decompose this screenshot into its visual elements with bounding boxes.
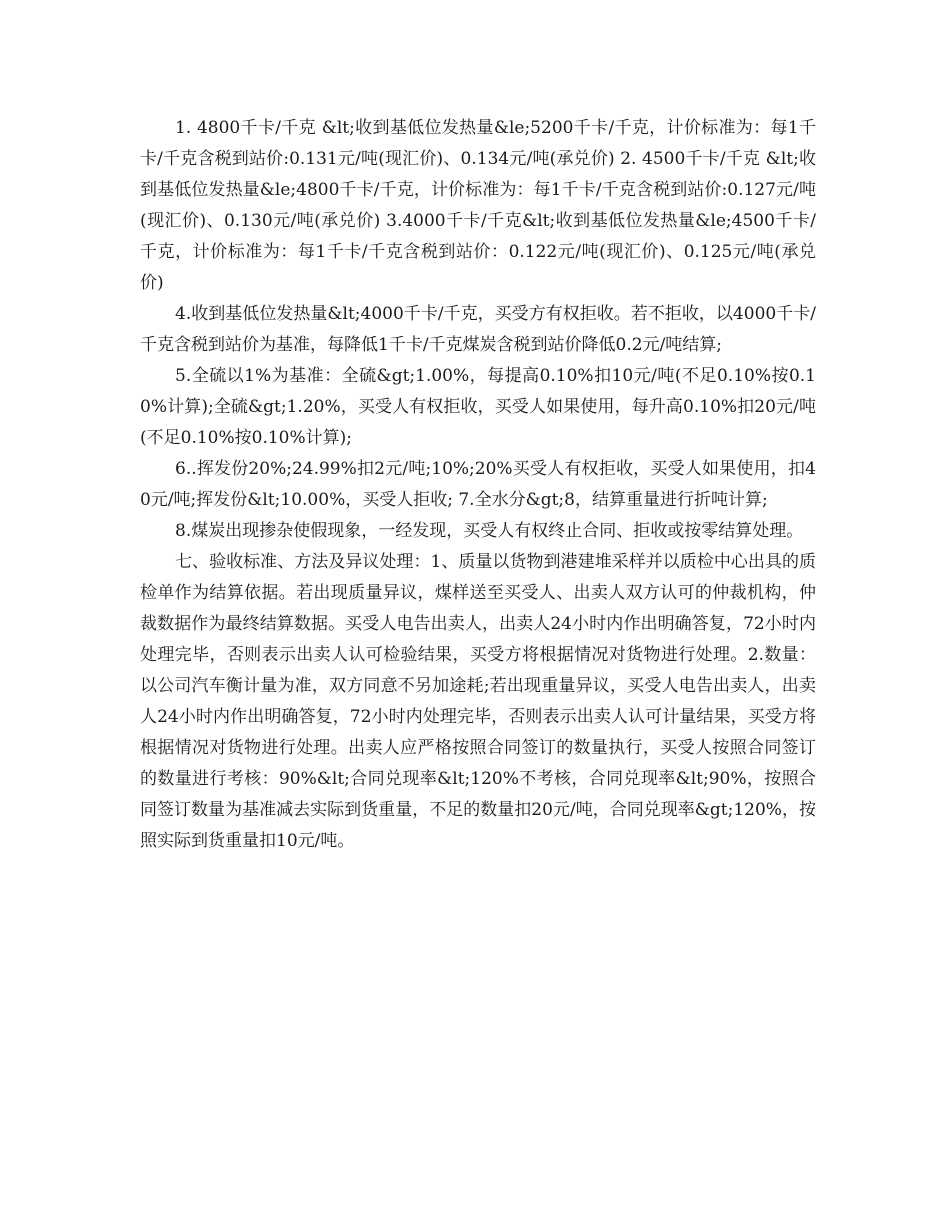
paragraph-low-calorific-rejection: 4.收到基低位发热量&lt;4000千卡/千克，买受方有权拒收。若不拒收，以4000千卡/千克含税到站价为基准，每降低1千卡/千克煤炭含税到站价降低0.2元/吨结算; bbox=[140, 304, 816, 355]
paragraph-volatile-moisture: 6..挥发份20%;24.99%扣2元/吨;10%;20%买受人有权拒收，买受人如果使用，扣40元/吨;挥发份&lt;10.00%，买受人拒收; 7.全水分&gt;8，结算重量进行折吨计算; bbox=[140, 459, 816, 510]
paragraph-adulteration: 8.煤炭出现掺杂使假现象，一经发现，买受人有权终止合同、拒收或按零结算处理。 bbox=[175, 521, 804, 541]
document-body bbox=[140, 113, 816, 857]
paragraph-sulfur-standard: 5.全硫以1%为基准：全硫&gt;1.00%，每提高0.10%扣10元/吨(不足0.10%按0.10%计算);全硫&gt;1.20%，买受人有权拒收，买受人如果使用，每升高0.10%扣20元/吨(不足0.10%按0.10%计算); bbox=[140, 366, 816, 448]
paragraph-acceptance-standards: 七、验收标准、方法及异议处理：1、质量以货物到港建堆采样并以质检中心出具的质检单作为结算依据。若出现质量异议，煤样送至买受人、出卖人双方认可的仲裁机构，仲裁数据作为最终结算数据。买受人电告出卖人，出卖人24小时内作出明确答复，72小时内处理完毕，否则表示出卖人认可检验结果，买受方将根据情况对货物进行处理。2.数量：以公司汽车衡计量为准，双方同意不另加途耗;若出现重量异议，买受人电告出卖人，出卖人24小时内作出明确答复，72小时内处理完毕，否则表示出卖人认可计量结果，买受方将根据情况对货物进行处理。出卖人应严格按照合同签订的数量执行，买受人按照合同签订的数量进行考核：90%&lt;合同兑现率&lt;120%不考核，合同兑现率&lt;90%，按照合同签订数量为基准减去实际到货重量，不足的数量扣20元/吨，合同兑现率&gt;120%，按照实际到货重量扣10元/吨。 bbox=[140, 552, 816, 851]
paragraph-calorific-pricing: 1. 4800千卡/千克 &lt;收到基低位发热量&le;5200千卡/千克，计价标准为：每1千卡/千克含税到站价:0.131元/吨(现汇价)、0.134元/吨(承兑价) 2. 4500千卡/千克 &lt;收到基低位发热量&le;4800千卡/千克，计价标准为：每1千卡/千克含税到站价:0.127元/吨(现汇价)、0.130元/吨(承兑价) 3.4000千卡/千克&lt;收到基低位发热量&le;4500千卡/千克，计价标准为：每1千卡/千克含税到站价：0.122元/吨(现汇价)、0.125元/吨(承兑价) bbox=[140, 118, 816, 293]
